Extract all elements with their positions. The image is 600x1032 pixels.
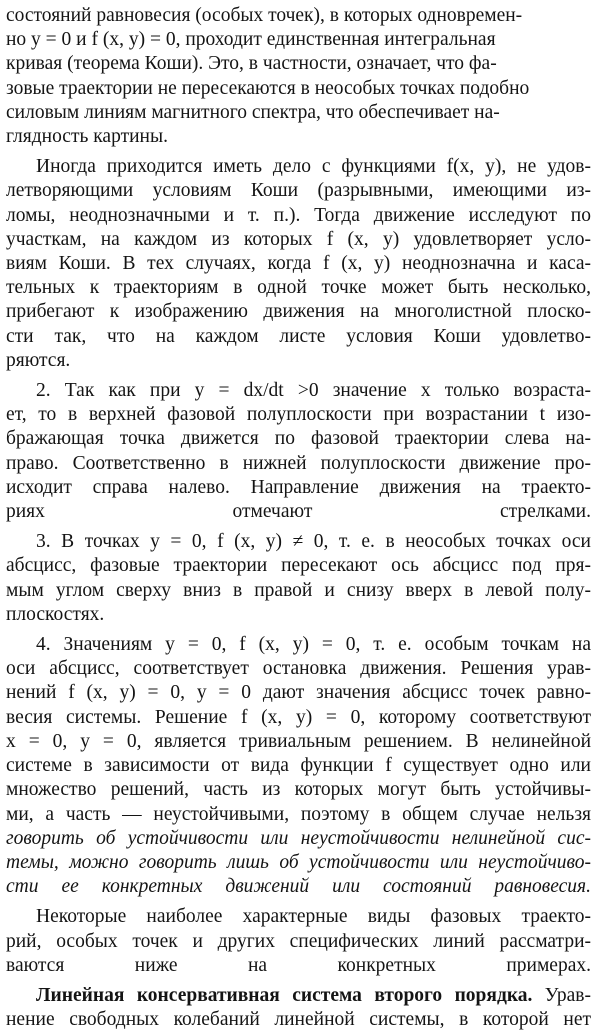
text-line: право. Соответственно в нижней полуплоскости движение про- <box>6 452 591 474</box>
paragraph-closing <box>6 905 591 978</box>
paragraph-section-start <box>6 984 591 1032</box>
paragraph-item-3 <box>6 530 591 627</box>
text-line: сти ее конкретных движений или состояний равновесия. <box>6 876 591 898</box>
text-line: ми, а часть — неустойчивыми, поэтому в общем случае нельзя <box>6 803 591 825</box>
text-line: глядность картины. <box>6 126 168 148</box>
text-line: 3. В точках y = 0, f (x, y) ≠ 0, т. е. в неособых точках оси <box>36 531 591 553</box>
text-line: нение свободных колебаний линейной системы, в которой нет <box>6 1009 591 1031</box>
text-line: мым углом сверху вниз в правой и снизу вверх в левой полу- <box>6 579 591 601</box>
text-line: ет, то в верхней фазовой полуплоскости при возрастании t изо- <box>6 404 591 426</box>
text-line: состояний равновесия (особых точек), в которых одновремен- <box>6 5 523 26</box>
text-line: говорить об устойчивости или неустойчивости нелинейной сис- <box>6 827 591 849</box>
text-line: тельных к траекториям в одной точке может быть несколько, <box>6 277 591 299</box>
text-line: системе в зависимости от вида функции f существует одно или <box>6 755 591 777</box>
text-line: оси абсцисс, соответствует остановка движения. Решения урав- <box>6 658 591 680</box>
text-line: x = 0, y = 0, является тривиальным решением. В нелинейной <box>6 730 591 752</box>
text-line: риях отмечают стрелками. <box>6 501 591 523</box>
text-line: участкам, на каждом из которых f (x, y) удовлетворяет усло- <box>6 228 591 250</box>
text-line: зовые траектории не пересекаются в неособых точках подобно <box>6 77 530 99</box>
paragraph-non-cauchy <box>6 155 591 373</box>
text-line: сти так, что на каждом листе условия Коши удовлетво- <box>6 325 591 347</box>
text-line: Иногда приходится иметь дело с функциями f(x, y), не удов- <box>36 156 591 178</box>
text-line: силовым линиям магнитного спектра, что обеспечивает на- <box>6 101 500 123</box>
text-line: плоскостях. <box>6 603 105 625</box>
text-line: виям Коши. В тех случаях, когда f (x, y) неоднозначна и каса- <box>6 253 591 275</box>
text-line: прибегают к изображению движения на многолистной плоско- <box>6 301 591 323</box>
text-line: кривая (теорема Коши). Это, в частности, означает, что фа- <box>6 53 497 75</box>
text-line: ваются ниже на конкретных примерах. <box>6 954 591 976</box>
text-line: весия системы. Решение f (x, y) = 0, которому соответствуют <box>6 706 591 728</box>
paragraph-item-4 <box>6 633 591 899</box>
text-line: ряются. <box>6 349 71 371</box>
text-line: множество решений, часть из которых могут быть устойчивы- <box>6 779 591 801</box>
text-line: бражающая точка движется по фазовой траектории слева на- <box>6 428 591 450</box>
text-line: но y = 0 и f (x, y) = 0, проходит единственная интегральная <box>6 29 496 51</box>
paragraph-cauchy-theorem <box>6 4 591 149</box>
text-line: рий, особых точек и других специфических линий рассматри- <box>6 930 591 952</box>
text-line: ломы, неоднозначными и т. п.). Тогда движение исследуют по <box>6 204 591 226</box>
text-line: нений f (x, y) = 0, y = 0 дают значения абсцисс точек равно- <box>6 682 591 704</box>
section-heading: Линейная консервативная система второго порядка. <box>36 984 533 1006</box>
paragraph-item-2 <box>6 379 591 524</box>
text-line: 2. Так как при y = dx/dt >0 значение x только возраста- <box>36 380 591 402</box>
text-line: абсцисс, фазовые траектории пересекают ось абсцисс под пря- <box>6 555 591 577</box>
section-heading-line: Линейная консервативная система второго порядка. Урав- <box>36 984 591 1006</box>
text-line: Некоторые наиболее характерные виды фазовых траекто- <box>36 906 591 928</box>
text-line: исходит справа налево. Направление движения на траекто- <box>6 476 591 498</box>
text-line: темы, можно говорить лишь об устойчивости или неустойчиво- <box>6 851 591 873</box>
text-line: 4. Значениям y = 0, f (x, y) = 0, т. е. особым точкам на <box>36 634 591 656</box>
text-line: летворяющими условиям Коши (разрывными, имеющими из- <box>6 180 591 202</box>
